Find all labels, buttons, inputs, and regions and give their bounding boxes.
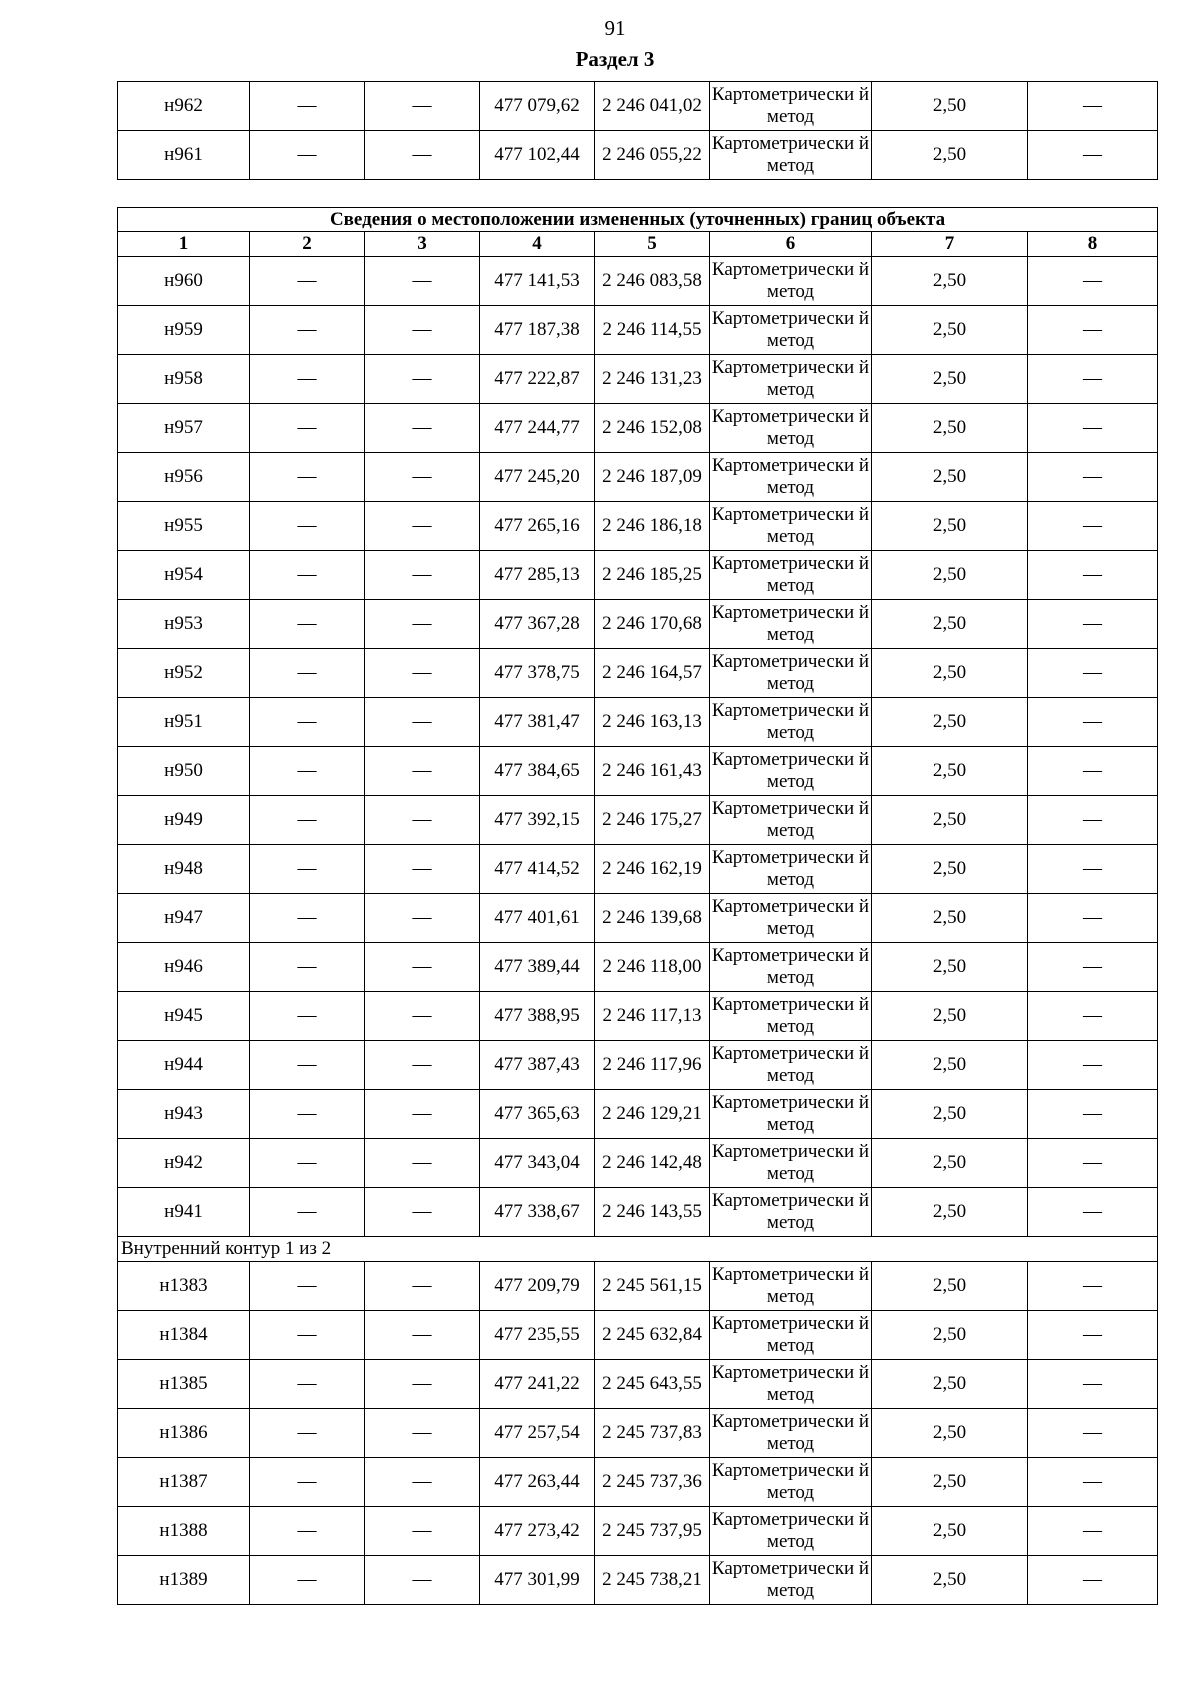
y-coordinate-cell: 2 246 117,13	[595, 992, 710, 1041]
point-cell: н958	[118, 355, 250, 404]
col8-cell: —	[1028, 1507, 1158, 1556]
col8-cell: —	[1028, 1311, 1158, 1360]
table-row	[118, 1041, 1158, 1090]
column-number: 6	[710, 232, 872, 257]
table-row	[118, 1458, 1158, 1507]
table-row	[118, 1556, 1158, 1605]
col8-cell: —	[1028, 82, 1158, 131]
x-coordinate-cell: 477 338,67	[480, 1188, 595, 1237]
table-row	[118, 1262, 1158, 1311]
column-number: 1	[118, 232, 250, 257]
x-coordinate-cell: 477 367,28	[480, 600, 595, 649]
accuracy-cell: 2,50	[872, 1139, 1028, 1188]
col2-cell: —	[250, 1360, 365, 1409]
x-coordinate-cell: 477 414,52	[480, 845, 595, 894]
point-cell: н953	[118, 600, 250, 649]
col2-cell: —	[250, 796, 365, 845]
column-number: 8	[1028, 232, 1158, 257]
method-cell: Картометрически й метод	[710, 257, 872, 306]
col8-cell: —	[1028, 1556, 1158, 1605]
section-title: Раздел 3	[575, 47, 655, 71]
col3-cell: —	[365, 1188, 480, 1237]
col8-cell: —	[1028, 404, 1158, 453]
boundary-table	[117, 207, 1158, 1605]
accuracy-cell: 2,50	[872, 1556, 1028, 1605]
y-coordinate-cell: 2 246 129,21	[595, 1090, 710, 1139]
col3-cell: —	[365, 796, 480, 845]
y-coordinate-cell: 2 246 055,22	[595, 131, 710, 180]
y-coordinate-cell: 2 245 561,15	[595, 1262, 710, 1311]
method-cell: Картометрически й метод	[710, 1507, 872, 1556]
accuracy-cell: 2,50	[872, 1507, 1028, 1556]
col2-cell: —	[250, 1311, 365, 1360]
y-coordinate-cell: 2 246 117,96	[595, 1041, 710, 1090]
method-cell: Картометрически й метод	[710, 894, 872, 943]
col3-cell: —	[365, 747, 480, 796]
table-row	[118, 600, 1158, 649]
y-coordinate-cell: 2 246 164,57	[595, 649, 710, 698]
accuracy-cell: 2,50	[872, 257, 1028, 306]
col2-cell: —	[250, 992, 365, 1041]
col8-cell: —	[1028, 502, 1158, 551]
table-row	[118, 1311, 1158, 1360]
col8-cell: —	[1028, 1041, 1158, 1090]
x-coordinate-cell: 477 235,55	[480, 1311, 595, 1360]
y-coordinate-cell: 2 246 161,43	[595, 747, 710, 796]
col3-cell: —	[365, 1139, 480, 1188]
method-cell: Картометрически й метод	[710, 698, 872, 747]
point-cell: н954	[118, 551, 250, 600]
accuracy-cell: 2,50	[872, 894, 1028, 943]
x-coordinate-cell: 477 392,15	[480, 796, 595, 845]
point-cell: н1387	[118, 1458, 250, 1507]
x-coordinate-cell: 477 273,42	[480, 1507, 595, 1556]
point-cell: н945	[118, 992, 250, 1041]
col8-cell: —	[1028, 355, 1158, 404]
col3-cell: —	[365, 82, 480, 131]
column-number: 7	[872, 232, 1028, 257]
method-cell: Картометрически й метод	[710, 943, 872, 992]
method-cell: Картометрически й метод	[710, 131, 872, 180]
col8-cell: —	[1028, 551, 1158, 600]
col2-cell: —	[250, 404, 365, 453]
col2-cell: —	[250, 502, 365, 551]
method-cell: Картометрически й метод	[710, 845, 872, 894]
col3-cell: —	[365, 257, 480, 306]
point-cell: н962	[118, 82, 250, 131]
table-row	[118, 943, 1158, 992]
col2-cell: —	[250, 894, 365, 943]
y-coordinate-cell: 2 246 162,19	[595, 845, 710, 894]
y-coordinate-cell: 2 246 142,48	[595, 1139, 710, 1188]
page-number: 91	[604, 16, 626, 40]
x-coordinate-cell: 477 401,61	[480, 894, 595, 943]
method-cell: Картометрически й метод	[710, 551, 872, 600]
col3-cell: —	[365, 845, 480, 894]
accuracy-cell: 2,50	[872, 502, 1028, 551]
table-row	[118, 306, 1158, 355]
point-cell: н955	[118, 502, 250, 551]
x-coordinate-cell: 477 381,47	[480, 698, 595, 747]
y-coordinate-cell: 2 246 187,09	[595, 453, 710, 502]
table-row	[118, 698, 1158, 747]
table-row	[118, 257, 1158, 306]
col2-cell: —	[250, 747, 365, 796]
method-cell: Картометрически й метод	[710, 649, 872, 698]
point-cell: н944	[118, 1041, 250, 1090]
table-row	[118, 894, 1158, 943]
col3-cell: —	[365, 502, 480, 551]
x-coordinate-cell: 477 384,65	[480, 747, 595, 796]
point-cell: н956	[118, 453, 250, 502]
point-cell: н942	[118, 1139, 250, 1188]
col2-cell: —	[250, 1409, 365, 1458]
col8-cell: —	[1028, 992, 1158, 1041]
col8-cell: —	[1028, 698, 1158, 747]
col2-cell: —	[250, 698, 365, 747]
col8-cell: —	[1028, 747, 1158, 796]
col3-cell: —	[365, 131, 480, 180]
method-cell: Картометрически й метод	[710, 1311, 872, 1360]
col2-cell: —	[250, 1458, 365, 1507]
y-coordinate-cell: 2 246 118,00	[595, 943, 710, 992]
col8-cell: —	[1028, 894, 1158, 943]
col2-cell: —	[250, 1090, 365, 1139]
x-coordinate-cell: 477 241,22	[480, 1360, 595, 1409]
point-cell: н947	[118, 894, 250, 943]
col3-cell: —	[365, 1311, 480, 1360]
y-coordinate-cell: 2 246 185,25	[595, 551, 710, 600]
contour-label-row	[118, 1237, 1158, 1262]
column-number: 3	[365, 232, 480, 257]
col2-cell: —	[250, 82, 365, 131]
table-caption: Сведения о местоположении измененных (уточненных) границ объекта	[118, 208, 1158, 232]
col2-cell: —	[250, 1139, 365, 1188]
point-cell: н950	[118, 747, 250, 796]
col8-cell: —	[1028, 1409, 1158, 1458]
continuation-table	[117, 81, 1158, 180]
accuracy-cell: 2,50	[872, 1041, 1028, 1090]
accuracy-cell: 2,50	[872, 82, 1028, 131]
point-cell: н949	[118, 796, 250, 845]
method-cell: Картометрически й метод	[710, 306, 872, 355]
col2-cell: —	[250, 1262, 365, 1311]
x-coordinate-cell: 477 079,62	[480, 82, 595, 131]
col3-cell: —	[365, 404, 480, 453]
col3-cell: —	[365, 1556, 480, 1605]
col3-cell: —	[365, 894, 480, 943]
col2-cell: —	[250, 1188, 365, 1237]
accuracy-cell: 2,50	[872, 600, 1028, 649]
y-coordinate-cell: 2 246 170,68	[595, 600, 710, 649]
col2-cell: —	[250, 355, 365, 404]
table-row	[118, 992, 1158, 1041]
table-row	[118, 796, 1158, 845]
x-coordinate-cell: 477 378,75	[480, 649, 595, 698]
method-cell: Картометрически й метод	[710, 992, 872, 1041]
col8-cell: —	[1028, 257, 1158, 306]
y-coordinate-cell: 2 246 163,13	[595, 698, 710, 747]
y-coordinate-cell: 2 246 186,18	[595, 502, 710, 551]
col8-cell: —	[1028, 453, 1158, 502]
accuracy-cell: 2,50	[872, 698, 1028, 747]
accuracy-cell: 2,50	[872, 1360, 1028, 1409]
table-row	[118, 355, 1158, 404]
point-cell: н948	[118, 845, 250, 894]
accuracy-cell: 2,50	[872, 1090, 1028, 1139]
col8-cell: —	[1028, 845, 1158, 894]
point-cell: н960	[118, 257, 250, 306]
x-coordinate-cell: 477 244,77	[480, 404, 595, 453]
col2-cell: —	[250, 131, 365, 180]
method-cell: Картометрически й метод	[710, 1262, 872, 1311]
point-cell: н1384	[118, 1311, 250, 1360]
table-row	[118, 453, 1158, 502]
y-coordinate-cell: 2 246 139,68	[595, 894, 710, 943]
point-cell: н952	[118, 649, 250, 698]
y-coordinate-cell: 2 246 131,23	[595, 355, 710, 404]
method-cell: Картометрически й метод	[710, 1458, 872, 1507]
y-coordinate-cell: 2 245 737,95	[595, 1507, 710, 1556]
x-coordinate-cell: 477 245,20	[480, 453, 595, 502]
col3-cell: —	[365, 355, 480, 404]
col3-cell: —	[365, 306, 480, 355]
point-cell: н946	[118, 943, 250, 992]
y-coordinate-cell: 2 246 083,58	[595, 257, 710, 306]
column-number: 2	[250, 232, 365, 257]
table-row	[118, 1360, 1158, 1409]
method-cell: Картометрически й метод	[710, 600, 872, 649]
method-cell: Картометрически й метод	[710, 1090, 872, 1139]
method-cell: Картометрически й метод	[710, 1409, 872, 1458]
method-cell: Картометрически й метод	[710, 1360, 872, 1409]
method-cell: Картометрически й метод	[710, 355, 872, 404]
table-row	[118, 82, 1158, 131]
x-coordinate-cell: 477 263,44	[480, 1458, 595, 1507]
table-row	[118, 1139, 1158, 1188]
method-cell: Картометрически й метод	[710, 1041, 872, 1090]
accuracy-cell: 2,50	[872, 1311, 1028, 1360]
table-row	[118, 1507, 1158, 1556]
col2-cell: —	[250, 1507, 365, 1556]
y-coordinate-cell: 2 245 738,21	[595, 1556, 710, 1605]
col2-cell: —	[250, 649, 365, 698]
column-number: 5	[595, 232, 710, 257]
point-cell: н1386	[118, 1409, 250, 1458]
x-coordinate-cell: 477 209,79	[480, 1262, 595, 1311]
method-cell: Картометрически й метод	[710, 1188, 872, 1237]
col3-cell: —	[365, 600, 480, 649]
method-cell: Картометрически й метод	[710, 453, 872, 502]
col8-cell: —	[1028, 600, 1158, 649]
method-cell: Картометрически й метод	[710, 1139, 872, 1188]
x-coordinate-cell: 477 301,99	[480, 1556, 595, 1605]
col8-cell: —	[1028, 796, 1158, 845]
method-cell: Картометрически й метод	[710, 796, 872, 845]
table-row	[118, 131, 1158, 180]
table-row	[118, 1090, 1158, 1139]
col2-cell: —	[250, 943, 365, 992]
col3-cell: —	[365, 1409, 480, 1458]
table-row	[118, 502, 1158, 551]
method-cell: Картометрически й метод	[710, 747, 872, 796]
y-coordinate-cell: 2 246 152,08	[595, 404, 710, 453]
point-cell: н961	[118, 131, 250, 180]
col8-cell: —	[1028, 1458, 1158, 1507]
accuracy-cell: 2,50	[872, 845, 1028, 894]
accuracy-cell: 2,50	[872, 131, 1028, 180]
col8-cell: —	[1028, 649, 1158, 698]
method-cell: Картометрически й метод	[710, 82, 872, 131]
y-coordinate-cell: 2 246 114,55	[595, 306, 710, 355]
accuracy-cell: 2,50	[872, 404, 1028, 453]
x-coordinate-cell: 477 222,87	[480, 355, 595, 404]
col3-cell: —	[365, 453, 480, 502]
col2-cell: —	[250, 600, 365, 649]
column-number: 4	[480, 232, 595, 257]
table-row	[118, 747, 1158, 796]
col3-cell: —	[365, 551, 480, 600]
column-number-row	[118, 232, 1158, 257]
point-cell: н1383	[118, 1262, 250, 1311]
col2-cell: —	[250, 306, 365, 355]
table-caption-row	[118, 208, 1158, 232]
table-row	[118, 845, 1158, 894]
table-row	[118, 1409, 1158, 1458]
x-coordinate-cell: 477 285,13	[480, 551, 595, 600]
x-coordinate-cell: 477 257,54	[480, 1409, 595, 1458]
x-coordinate-cell: 477 187,38	[480, 306, 595, 355]
col8-cell: —	[1028, 131, 1158, 180]
col2-cell: —	[250, 845, 365, 894]
accuracy-cell: 2,50	[872, 943, 1028, 992]
col8-cell: —	[1028, 1090, 1158, 1139]
col2-cell: —	[250, 257, 365, 306]
col3-cell: —	[365, 992, 480, 1041]
table-row	[118, 551, 1158, 600]
x-coordinate-cell: 477 343,04	[480, 1139, 595, 1188]
point-cell: н1389	[118, 1556, 250, 1605]
y-coordinate-cell: 2 245 737,83	[595, 1409, 710, 1458]
x-coordinate-cell: 477 389,44	[480, 943, 595, 992]
point-cell: н959	[118, 306, 250, 355]
table-row	[118, 404, 1158, 453]
table-row	[118, 1188, 1158, 1237]
col2-cell: —	[250, 1556, 365, 1605]
accuracy-cell: 2,50	[872, 992, 1028, 1041]
x-coordinate-cell: 477 102,44	[480, 131, 595, 180]
accuracy-cell: 2,50	[872, 796, 1028, 845]
y-coordinate-cell: 2 245 737,36	[595, 1458, 710, 1507]
col8-cell: —	[1028, 1360, 1158, 1409]
accuracy-cell: 2,50	[872, 1458, 1028, 1507]
accuracy-cell: 2,50	[872, 355, 1028, 404]
point-cell: н943	[118, 1090, 250, 1139]
point-cell: н941	[118, 1188, 250, 1237]
x-coordinate-cell: 477 387,43	[480, 1041, 595, 1090]
y-coordinate-cell: 2 246 175,27	[595, 796, 710, 845]
x-coordinate-cell: 477 265,16	[480, 502, 595, 551]
col3-cell: —	[365, 1090, 480, 1139]
accuracy-cell: 2,50	[872, 1262, 1028, 1311]
col8-cell: —	[1028, 1139, 1158, 1188]
x-coordinate-cell: 477 141,53	[480, 257, 595, 306]
col8-cell: —	[1028, 306, 1158, 355]
col8-cell: —	[1028, 1188, 1158, 1237]
accuracy-cell: 2,50	[872, 1409, 1028, 1458]
col3-cell: —	[365, 698, 480, 747]
col3-cell: —	[365, 649, 480, 698]
y-coordinate-cell: 2 246 041,02	[595, 82, 710, 131]
col8-cell: —	[1028, 1262, 1158, 1311]
x-coordinate-cell: 477 388,95	[480, 992, 595, 1041]
method-cell: Картометрически й метод	[710, 404, 872, 453]
col3-cell: —	[365, 1507, 480, 1556]
point-cell: н1385	[118, 1360, 250, 1409]
contour-label: Внутренний контур 1 из 2	[118, 1237, 1158, 1262]
x-coordinate-cell: 477 365,63	[480, 1090, 595, 1139]
method-cell: Картометрически й метод	[710, 502, 872, 551]
accuracy-cell: 2,50	[872, 1188, 1028, 1237]
col8-cell: —	[1028, 943, 1158, 992]
method-cell: Картометрически й метод	[710, 1556, 872, 1605]
accuracy-cell: 2,50	[872, 551, 1028, 600]
col3-cell: —	[365, 1262, 480, 1311]
col3-cell: —	[365, 1360, 480, 1409]
col3-cell: —	[365, 1458, 480, 1507]
point-cell: н957	[118, 404, 250, 453]
point-cell: н951	[118, 698, 250, 747]
col3-cell: —	[365, 943, 480, 992]
col2-cell: —	[250, 1041, 365, 1090]
y-coordinate-cell: 2 245 632,84	[595, 1311, 710, 1360]
accuracy-cell: 2,50	[872, 649, 1028, 698]
col2-cell: —	[250, 453, 365, 502]
accuracy-cell: 2,50	[872, 306, 1028, 355]
col2-cell: —	[250, 551, 365, 600]
col3-cell: —	[365, 1041, 480, 1090]
accuracy-cell: 2,50	[872, 747, 1028, 796]
table-row	[118, 649, 1158, 698]
point-cell: н1388	[118, 1507, 250, 1556]
accuracy-cell: 2,50	[872, 453, 1028, 502]
y-coordinate-cell: 2 245 643,55	[595, 1360, 710, 1409]
y-coordinate-cell: 2 246 143,55	[595, 1188, 710, 1237]
